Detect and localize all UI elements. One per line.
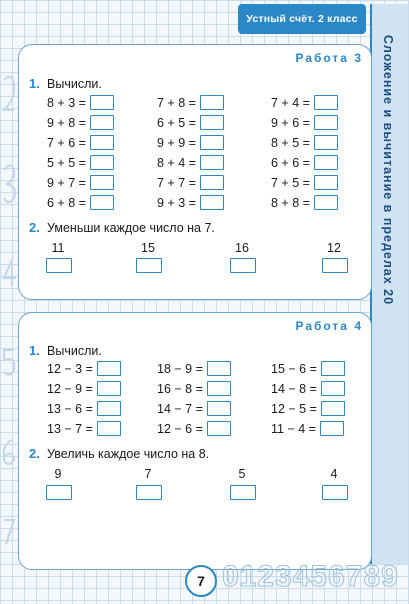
exercise-row bbox=[271, 134, 338, 151]
answer-box[interactable] bbox=[230, 258, 256, 273]
task-1-text: Вычисли. bbox=[47, 344, 102, 358]
answer-box[interactable] bbox=[90, 95, 114, 110]
task-2-text: Увеличь каждое число на 8. bbox=[47, 447, 210, 461]
answer-box[interactable] bbox=[322, 485, 348, 500]
answer-box[interactable] bbox=[200, 115, 224, 130]
exercise-row bbox=[47, 154, 114, 171]
exercise-expression: 13 − 7 = bbox=[47, 421, 93, 436]
answer-box[interactable] bbox=[200, 175, 224, 190]
decorative-digits bbox=[0, 20, 18, 580]
exercise-row bbox=[47, 360, 121, 377]
page-number: 7 bbox=[185, 565, 217, 597]
exercise-row bbox=[271, 114, 338, 131]
answer-box[interactable] bbox=[136, 258, 162, 273]
given-number: 7 bbox=[144, 467, 152, 481]
exercise-expression: 14 − 8 = bbox=[271, 381, 317, 396]
exercise-row bbox=[47, 400, 121, 417]
work-4-title: Работа 4 bbox=[295, 319, 363, 333]
exercise-row bbox=[157, 420, 231, 437]
exercise-expression: 7 + 6 = bbox=[47, 135, 86, 150]
exercise-row bbox=[157, 114, 224, 131]
answer-box[interactable] bbox=[200, 155, 224, 170]
given-number: 5 bbox=[238, 467, 246, 481]
work-4-card bbox=[18, 312, 372, 570]
answer-box[interactable] bbox=[314, 115, 338, 130]
exercise-expression: 7 + 7 = bbox=[157, 175, 196, 190]
exercise-expression: 12 − 5 = bbox=[271, 401, 317, 416]
exercise-expression: 18 − 9 = bbox=[157, 361, 203, 376]
exercise-expression: 9 + 3 = bbox=[157, 195, 196, 210]
answer-box[interactable] bbox=[97, 401, 121, 416]
answer-box[interactable] bbox=[90, 195, 114, 210]
answer-box[interactable] bbox=[90, 115, 114, 130]
answer-box[interactable] bbox=[320, 421, 344, 436]
watermark: 0123456789 bbox=[222, 560, 399, 593]
exercise-row bbox=[47, 114, 114, 131]
answer-box[interactable] bbox=[97, 421, 121, 436]
given-number: 9 bbox=[54, 467, 62, 481]
exercise-expression: 15 − 6 = bbox=[271, 361, 317, 376]
answer-box[interactable] bbox=[97, 361, 121, 376]
exercise-expression: 9 + 7 = bbox=[47, 175, 86, 190]
exercise-row bbox=[271, 400, 345, 417]
answer-box[interactable] bbox=[90, 175, 114, 190]
exercise-row bbox=[157, 134, 224, 151]
exercise-expression: 12 − 9 = bbox=[47, 381, 93, 396]
answer-box[interactable] bbox=[200, 135, 224, 150]
exercise-expression: 13 − 6 = bbox=[47, 401, 93, 416]
exercise-expression: 11 − 4 = bbox=[271, 421, 316, 436]
task-1-text: Вычисли. bbox=[47, 77, 102, 91]
answer-box[interactable] bbox=[230, 485, 256, 500]
exercise-expression: 6 + 6 = bbox=[271, 155, 310, 170]
answer-box[interactable] bbox=[314, 95, 338, 110]
exercise-row bbox=[157, 194, 224, 211]
answer-box[interactable] bbox=[97, 381, 121, 396]
exercise-expression: 9 + 6 = bbox=[271, 115, 310, 130]
answer-box[interactable] bbox=[46, 258, 72, 273]
answer-box[interactable] bbox=[200, 195, 224, 210]
exercise-expression: 8 + 4 = bbox=[157, 155, 196, 170]
exercise-expression: 7 + 8 = bbox=[157, 95, 196, 110]
answer-box[interactable] bbox=[322, 258, 348, 273]
answer-box[interactable] bbox=[207, 381, 231, 396]
exercise-expression: 16 − 8 = bbox=[157, 381, 203, 396]
task-2-text: Уменьши каждое число на 7. bbox=[47, 221, 215, 235]
answer-box[interactable] bbox=[207, 361, 231, 376]
exercise-expression: 8 + 3 = bbox=[47, 95, 86, 110]
exercise-row bbox=[157, 94, 224, 111]
exercise-expression: 6 + 5 = bbox=[157, 115, 196, 130]
side-title: Сложение и вычитание в пределах 20 bbox=[381, 34, 395, 306]
exercise-row bbox=[271, 360, 345, 377]
answer-box[interactable] bbox=[46, 485, 72, 500]
exercise-row bbox=[47, 194, 114, 211]
exercise-expression: 5 + 5 = bbox=[47, 155, 86, 170]
exercise-expression: 9 + 9 = bbox=[157, 135, 196, 150]
exercise-expression: 14 − 7 = bbox=[157, 401, 203, 416]
answer-box[interactable] bbox=[314, 195, 338, 210]
answer-box[interactable] bbox=[200, 95, 224, 110]
exercise-row bbox=[271, 194, 338, 211]
exercise-expression: 9 + 8 = bbox=[47, 115, 86, 130]
exercise-row bbox=[47, 174, 114, 191]
exercise-row bbox=[271, 174, 338, 191]
exercise-expression: 12 − 3 = bbox=[47, 361, 93, 376]
task-1-number: 1. bbox=[29, 76, 40, 91]
answer-box[interactable] bbox=[314, 155, 338, 170]
exercise-row bbox=[157, 174, 224, 191]
given-number: 11 bbox=[51, 241, 65, 255]
header-title: Устный счёт. 2 класс bbox=[238, 4, 366, 34]
exercise-row bbox=[47, 134, 114, 151]
answer-box[interactable] bbox=[207, 421, 231, 436]
exercise-expression: 8 + 5 = bbox=[271, 135, 310, 150]
answer-box[interactable] bbox=[314, 175, 338, 190]
exercise-expression: 7 + 5 = bbox=[271, 175, 310, 190]
exercise-row bbox=[271, 94, 338, 111]
exercise-row bbox=[47, 380, 121, 397]
given-number: 15 bbox=[141, 241, 155, 255]
exercise-expression: 7 + 4 = bbox=[271, 95, 310, 110]
work-3-card bbox=[18, 44, 372, 300]
exercise-row bbox=[157, 154, 224, 171]
exercise-row bbox=[157, 400, 231, 417]
exercise-expression: 12 − 6 = bbox=[157, 421, 203, 436]
task-1-number: 1. bbox=[29, 343, 40, 358]
exercise-row bbox=[271, 420, 344, 437]
answer-box[interactable] bbox=[321, 381, 345, 396]
given-number: 4 bbox=[330, 467, 338, 481]
exercise-row bbox=[157, 360, 231, 377]
work-3-title: Работа 3 bbox=[295, 51, 363, 65]
exercise-expression: 6 + 8 = bbox=[47, 195, 86, 210]
given-number: 16 bbox=[235, 241, 249, 255]
task-2-number: 2. bbox=[29, 446, 40, 461]
answer-box[interactable] bbox=[321, 361, 345, 376]
exercise-row bbox=[271, 154, 338, 171]
given-number: 12 bbox=[327, 241, 341, 255]
exercise-expression: 8 + 8 = bbox=[271, 195, 310, 210]
answer-box[interactable] bbox=[207, 401, 231, 416]
answer-box[interactable] bbox=[314, 135, 338, 150]
task-2-number: 2. bbox=[29, 220, 40, 235]
exercise-row bbox=[47, 420, 121, 437]
answer-box[interactable] bbox=[136, 485, 162, 500]
answer-box[interactable] bbox=[90, 155, 114, 170]
exercise-row bbox=[47, 94, 114, 111]
exercise-row bbox=[271, 380, 345, 397]
exercise-row bbox=[157, 380, 231, 397]
answer-box[interactable] bbox=[90, 135, 114, 150]
answer-box[interactable] bbox=[321, 401, 345, 416]
